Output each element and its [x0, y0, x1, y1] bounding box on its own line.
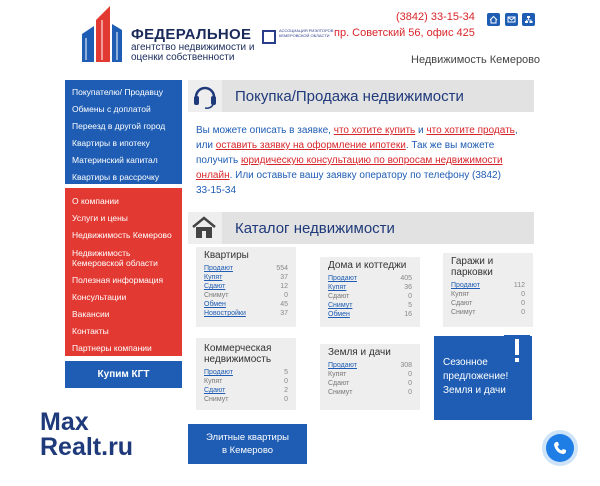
- elite-apartments-button[interactable]: [188, 424, 307, 464]
- garages-row-label: Снимут: [451, 309, 476, 316]
- apartments-row-count: 45: [280, 301, 288, 308]
- logo-subtitle: агентство недвижимости и оценки собственности: [131, 42, 255, 63]
- land-row-label: Снимут: [328, 389, 353, 396]
- sidebar-item-installments[interactable]: Квартиры в рассрочку: [72, 172, 160, 182]
- sidebar-item-region-realty[interactable]: Недвижимость Кемеровской области: [72, 248, 158, 268]
- houses-row: [328, 301, 412, 310]
- callback-button[interactable]: [546, 434, 574, 462]
- apartments-row-label[interactable]: Купят: [204, 274, 223, 281]
- buy-kgt-button[interactable]: Купим КГТ: [65, 361, 182, 388]
- land-card: [320, 344, 420, 410]
- house-icon: [191, 215, 217, 241]
- apartments-row: [204, 291, 288, 300]
- seasonal-offer-banner[interactable]: [434, 336, 532, 420]
- watermark-line-1: Max: [40, 408, 89, 436]
- apartments-row-count: 0: [284, 292, 288, 299]
- sidebar-secondary-menu: [65, 188, 182, 356]
- association-text: АССОЦИАЦИЯ РИЭЛТОРОВ КЕМЕРОВСКОЙ ОБЛАСТИ: [279, 28, 334, 38]
- garages-row: [451, 281, 525, 290]
- want-sell-link[interactable]: что хотите продать: [426, 125, 515, 136]
- garages-row-count: 0: [521, 309, 525, 316]
- houses-row-label[interactable]: Обмен: [328, 311, 350, 318]
- header-address: пр. Советский 56, офис 425: [334, 27, 475, 39]
- apartments-row-label[interactable]: Новостройки: [204, 310, 246, 317]
- header: [0, 0, 600, 78]
- purchase-header: [188, 80, 534, 112]
- apartments-row-count: 554: [276, 265, 288, 272]
- garages-row: [451, 299, 525, 308]
- sidebar-item-vacancies[interactable]: Вакансии: [72, 309, 110, 319]
- houses-row: [328, 274, 412, 283]
- sidebar-item-mortgage[interactable]: Квартиры в ипотеку: [72, 138, 150, 148]
- garages-row-label: Сдают: [451, 300, 473, 307]
- houses-row-label[interactable]: Купят: [328, 284, 347, 291]
- apartments-row-label[interactable]: Продают: [204, 265, 233, 272]
- exclamation-icon: [504, 335, 530, 367]
- intro-text-3: , или: [196, 125, 518, 151]
- land-row-label: Сдают: [328, 380, 350, 387]
- intro-text-2: и: [415, 125, 427, 136]
- intro-text-4: . Так же вы можете получить: [196, 140, 495, 166]
- houses-title[interactable]: Дома и коттеджи: [328, 260, 407, 271]
- garages-row: [451, 290, 525, 299]
- header-phone[interactable]: (3842) 33-15-34: [396, 11, 475, 23]
- sidebar-item-buyer-seller[interactable]: Покупателю/ Продавцу: [72, 87, 164, 97]
- garages-row: [451, 308, 525, 317]
- city-title: Недвижимость Кемерово: [411, 54, 541, 66]
- apartments-row: [204, 273, 288, 282]
- apartments-row: [204, 309, 288, 318]
- houses-row: [328, 292, 412, 301]
- houses-row-count: 36: [404, 284, 412, 291]
- commercial-row-count: 0: [284, 378, 288, 385]
- commercial-row-count: 5: [284, 369, 288, 376]
- commercial-row: [204, 395, 288, 404]
- sidebar-item-contacts[interactable]: Контакты: [72, 326, 109, 336]
- purchase-intro: [196, 123, 518, 198]
- association-map-icon: [262, 30, 276, 44]
- want-buy-link[interactable]: что хотите купить: [333, 125, 416, 136]
- commercial-title[interactable]: Коммерческая недвижимость: [204, 343, 272, 365]
- houses-row-label[interactable]: Продают: [328, 275, 357, 282]
- houses-row-count: 0: [408, 293, 412, 300]
- apartments-row-count: 37: [280, 274, 288, 281]
- logo-title[interactable]: ФЕДЕРАЛЬНОЕ: [131, 26, 252, 43]
- season-line-2: предложение!: [443, 371, 509, 382]
- apartments-row: [204, 282, 288, 291]
- mail-icon[interactable]: [505, 13, 518, 26]
- houses-row-count: 5: [408, 302, 412, 309]
- sidebar-item-relocation[interactable]: Переезд в другой город: [72, 121, 166, 131]
- apartments-row-label[interactable]: Сдают: [204, 283, 226, 290]
- season-line-1: Сезонное: [443, 357, 488, 368]
- elite-line-1: Элитные квартиры: [206, 432, 289, 443]
- commercial-row-label[interactable]: Продают: [204, 369, 233, 376]
- apartments-row-count: 37: [280, 310, 288, 317]
- sidebar-item-maternity-capital[interactable]: Материнский капитал: [72, 155, 158, 165]
- land-row-count: 308: [400, 362, 412, 369]
- sidebar-item-about[interactable]: О компании: [72, 196, 119, 206]
- garages-row-count: 112: [513, 282, 525, 289]
- garages-title[interactable]: Гаражи и парковки: [451, 256, 494, 278]
- commercial-row-count: 2: [284, 387, 288, 394]
- commercial-row-label: Купят: [204, 378, 223, 385]
- commercial-row-label[interactable]: Сдают: [204, 387, 226, 394]
- elite-line-2: в Кемерово: [221, 445, 274, 456]
- sidebar-item-consultations[interactable]: Консультации: [72, 292, 127, 302]
- apartments-row-count: 12: [280, 283, 288, 290]
- maxrealt-watermark: [40, 410, 133, 460]
- intro-text-5: . Или оставьте вашу заявку оператору по телефону (3842) 33-15-34: [196, 170, 501, 196]
- houses-row-count: 16: [404, 311, 412, 318]
- season-line-3: Земля и дачи: [443, 385, 506, 396]
- houses-row: [328, 283, 412, 292]
- garages-row-label[interactable]: Продают: [451, 282, 480, 289]
- legal-consult-link[interactable]: юридическую консультацию по вопросам недвижимости онлайн: [196, 155, 503, 181]
- home-icon[interactable]: [487, 13, 500, 26]
- headset-icon: [192, 82, 218, 110]
- land-row: [328, 370, 412, 379]
- apartments-row: [204, 264, 288, 273]
- land-row-count: 0: [408, 389, 412, 396]
- apartments-title[interactable]: Квартиры: [204, 250, 249, 261]
- land-row-label: Купят: [328, 371, 347, 378]
- land-row-count: 0: [408, 371, 412, 378]
- houses-row-count: 405: [400, 275, 412, 282]
- association-logo: [262, 28, 334, 52]
- garages-row-count: 0: [521, 291, 525, 298]
- mortgage-request-link[interactable]: оставить заявку на оформление ипотеки: [215, 140, 406, 151]
- land-row: [328, 379, 412, 388]
- land-row: [328, 388, 412, 397]
- watermark-line-2: Realt.ru: [40, 433, 134, 461]
- garages-row-label: Купят: [451, 291, 470, 298]
- houses-card: [320, 257, 420, 327]
- commercial-card: [196, 338, 296, 410]
- apartments-row: [204, 300, 288, 309]
- apartments-row-label[interactable]: Обмен: [204, 301, 226, 308]
- sidebar-item-kemerovo-realty[interactable]: Недвижимость Кемерово: [72, 230, 172, 240]
- land-row-label[interactable]: Продают: [328, 362, 357, 369]
- catalog-title: Каталог недвижимости: [235, 220, 395, 237]
- logo-icon[interactable]: [80, 6, 126, 62]
- commercial-row: [204, 377, 288, 386]
- apartments-row-label: Снимут: [204, 292, 229, 299]
- sidebar-item-services[interactable]: Услуги и цены: [72, 213, 128, 223]
- sidebar-item-useful-info[interactable]: Полезная информация: [72, 275, 164, 285]
- houses-row-label[interactable]: Снимут: [328, 302, 353, 309]
- land-row-count: 0: [408, 380, 412, 387]
- garages-row-count: 0: [521, 300, 525, 307]
- commercial-row: [204, 386, 288, 395]
- catalog-header: [188, 212, 534, 244]
- commercial-row: [204, 368, 288, 377]
- intro-text-1: Вы можете описать в заявке,: [196, 125, 334, 136]
- houses-row-label: Сдают: [328, 293, 350, 300]
- sidebar-primary-menu: [65, 80, 182, 184]
- garages-card: [443, 253, 533, 327]
- land-title[interactable]: Земля и дачи: [328, 347, 391, 358]
- sitemap-icon[interactable]: [522, 13, 535, 26]
- phone-icon: [546, 434, 574, 462]
- purchase-title: Покупка/Продажа недвижимости: [235, 88, 464, 105]
- commercial-row-label: Снимут: [204, 396, 229, 403]
- land-row: [328, 361, 412, 370]
- sidebar-item-partners[interactable]: Партнеры компании: [72, 343, 152, 353]
- houses-row: [328, 310, 412, 319]
- apartments-card: [196, 247, 296, 327]
- commercial-row-count: 0: [284, 396, 288, 403]
- sidebar-item-exchange[interactable]: Обмены с доплатой: [72, 104, 151, 114]
